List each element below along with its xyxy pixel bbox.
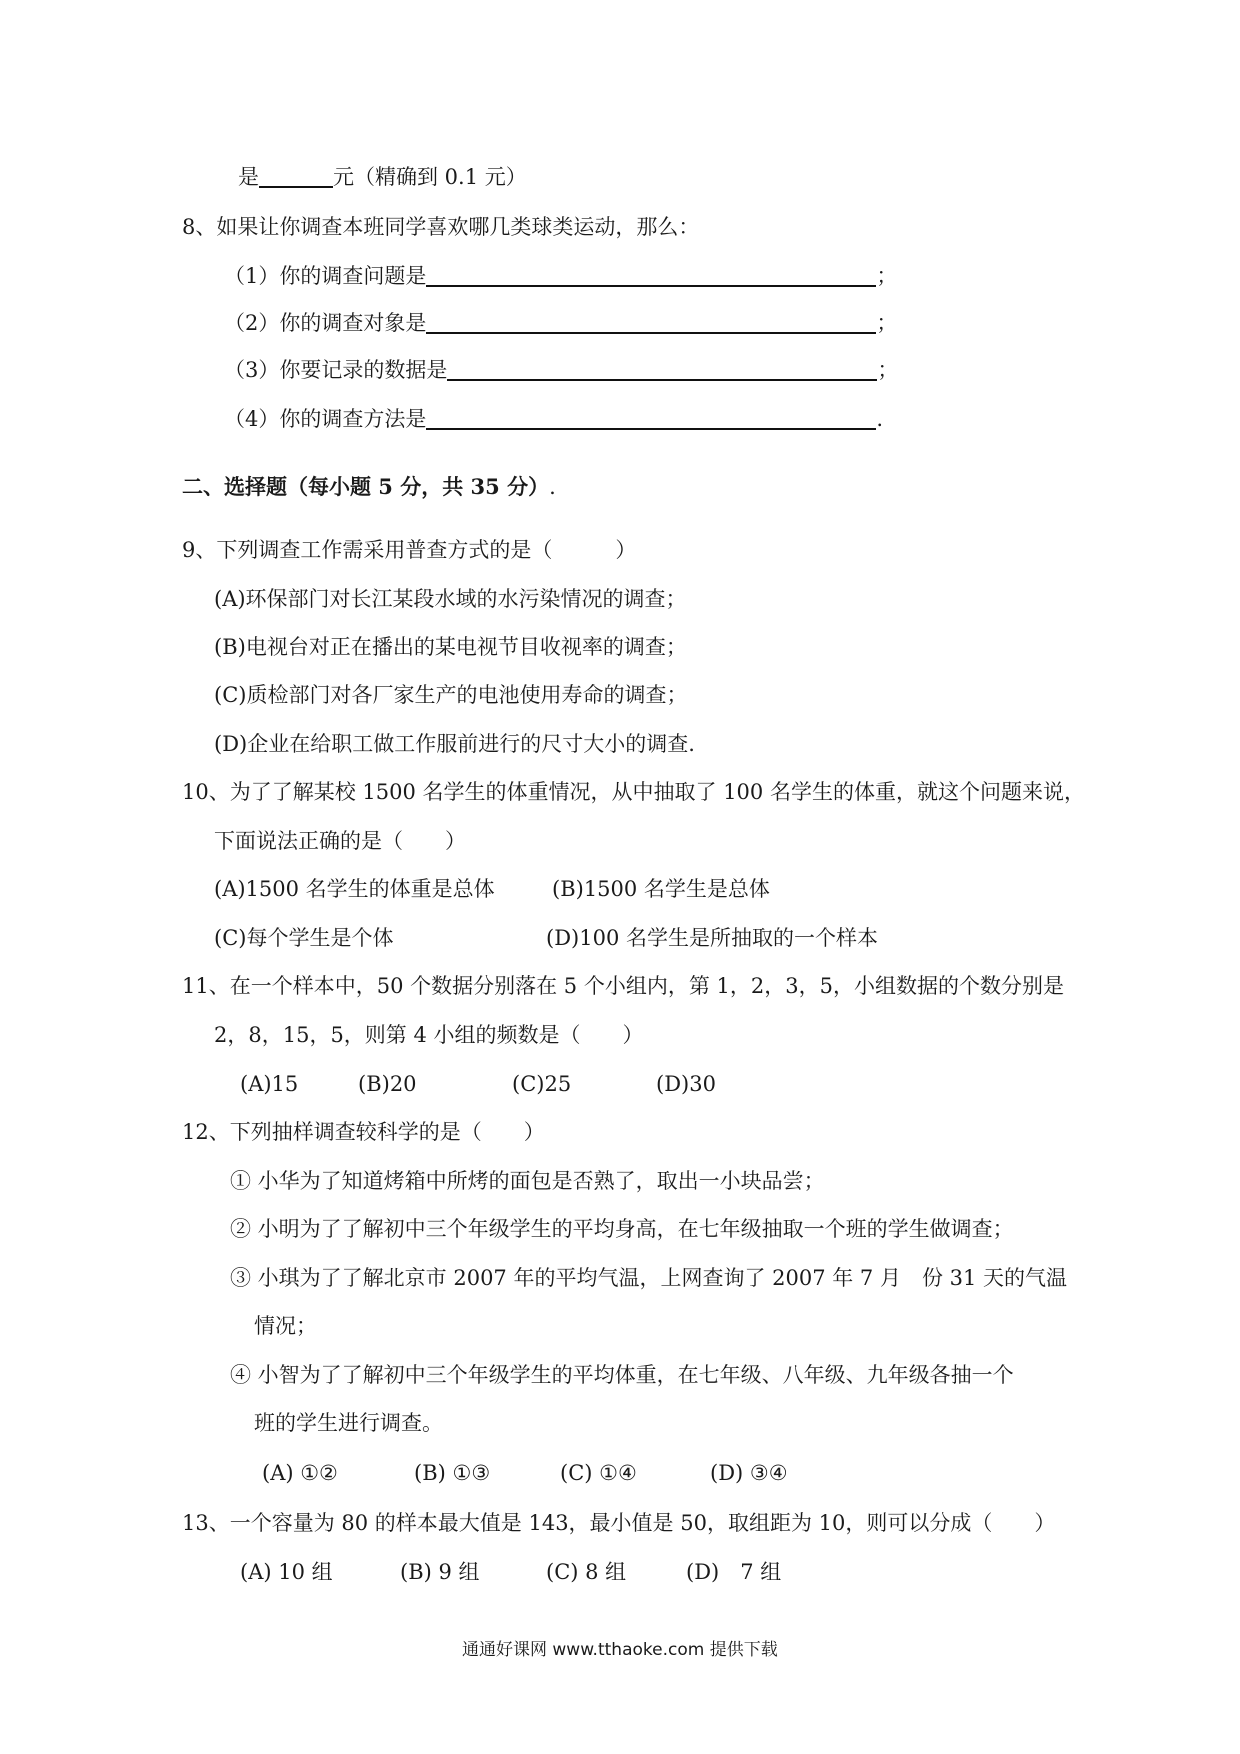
q8-answer-blank <box>426 310 876 334</box>
q7-answer-blank <box>259 164 333 188</box>
q8-item-label: （2）你的调查对象是 <box>224 311 427 335</box>
q12-option-a: (A) ①② <box>262 1461 338 1485</box>
q11-option-a: (A)15 <box>240 1072 299 1096</box>
q9-option-a: (A)环保部门对长江某段水域的水污染情况的调查； <box>214 587 687 611</box>
section-2-heading <box>182 472 556 502</box>
q12-statement-4-line-2: 班的学生进行调查。 <box>254 1411 443 1435</box>
q11-stem-line-1: 11、在一个样本中，50 个数据分别落在 5 个小组内，第 1，2，3，5，小组数据的个数分别是 <box>182 974 1064 998</box>
q8-item-end: ； <box>876 311 898 335</box>
q8-item-end: ； <box>877 358 899 382</box>
q12-statement-1: ① 小华为了知道烤箱中所烤的面包是否熟了，取出一小块品尝； <box>230 1169 825 1193</box>
q12-option-d: (D) ③④ <box>710 1461 788 1485</box>
q10-stem-line-2: 下面说法正确的是（ ） <box>214 829 466 853</box>
q8-item-4 <box>224 404 883 434</box>
q8-answer-blank <box>426 263 876 287</box>
q8-answer-blank <box>447 357 877 381</box>
q9-stem: 9、下列调查工作需采用普查方式的是（ ） <box>182 538 637 562</box>
q7-pre: 是 <box>238 165 259 189</box>
q13-option-b: (B) 9 组 <box>400 1560 480 1584</box>
q8-item-end: . <box>876 407 884 431</box>
q12-statement-3-line-2: 情况； <box>254 1314 317 1338</box>
q8-item-label: （4）你的调查方法是 <box>224 407 427 431</box>
q8-item-3 <box>224 355 898 385</box>
q11-stem-line-2: 2，8，15，5，则第 4 小组的频数是（ ） <box>214 1023 644 1047</box>
q12-option-c: (C) ①④ <box>560 1461 637 1485</box>
q12-statement-2: ② 小明为了了解初中三个年级学生的平均身高，在七年级抽取一个班的学生做调查； <box>230 1217 1014 1241</box>
q13-option-a: (A) 10 组 <box>240 1560 333 1584</box>
q8-answer-blank <box>426 406 876 430</box>
q8-item-1 <box>224 261 897 291</box>
q10-option-d: (D)100 名学生是所抽取的一个样本 <box>546 926 878 950</box>
q11-option-d: (D)30 <box>656 1072 716 1096</box>
q10-option-c: (C)每个学生是个体 <box>214 926 394 950</box>
q9-option-b: (B)电视台对正在播出的某电视节目收视率的调查； <box>214 635 687 659</box>
q10-option-a: (A)1500 名学生的体重是总体 <box>214 877 495 901</box>
q12-statement-4-line-1: ④ 小智为了了解初中三个年级学生的平均体重，在七年级、八年级、九年级各抽一个 <box>230 1363 1014 1387</box>
q12-statement-3-line-1: ③ 小琪为了了解北京市 2007 年的平均气温，上网查询了 2007 年 7 月 份 31 天的气温 <box>230 1266 1068 1290</box>
q11-option-c: (C)25 <box>512 1072 572 1096</box>
q10-option-b: (B)1500 名学生是总体 <box>552 877 770 901</box>
q12-option-b: (B) ①③ <box>414 1461 491 1485</box>
q8-item-2 <box>224 308 897 338</box>
q9-option-c: (C)质检部门对各厂家生产的电池使用寿命的调查； <box>214 683 688 707</box>
q13-option-d: (D) 7 组 <box>686 1560 782 1584</box>
q7-continuation <box>238 162 527 192</box>
q10-stem-line-1: 10、为了了解某校 1500 名学生的体重情况，从中抽取了 100 名学生的体重，就这个问题来说， <box>182 780 1085 804</box>
q11-option-b: (B)20 <box>358 1072 417 1096</box>
q9-option-d: (D)企业在给职工做工作服前进行的尺寸大小的调查. <box>214 732 695 756</box>
section-2-trail: . <box>549 475 556 499</box>
q8-item-label: （3）你要记录的数据是 <box>224 358 448 382</box>
section-2-title: 二、选择题（每小题 5 分，共 35 分） <box>182 474 550 499</box>
page-footer: 通通好课网 www.tthaoke.com 提供下载 <box>462 1640 778 1660</box>
q13-option-c: (C) 8 组 <box>546 1560 627 1584</box>
q8-item-label: （1）你的调查问题是 <box>224 264 427 288</box>
q8-stem: 8、如果让你调查本班同学喜欢哪几类球类运动，那么： <box>182 215 700 239</box>
q12-stem: 12、下列抽样调查较科学的是（ ） <box>182 1120 545 1144</box>
q7-post: 元（精确到 0.1 元） <box>333 165 527 189</box>
q8-item-end: ； <box>876 264 898 288</box>
q13-stem: 13、一个容量为 80 的样本最大值是 143，最小值是 50，取组距为 10，则可以分成（ ） <box>182 1511 1056 1535</box>
